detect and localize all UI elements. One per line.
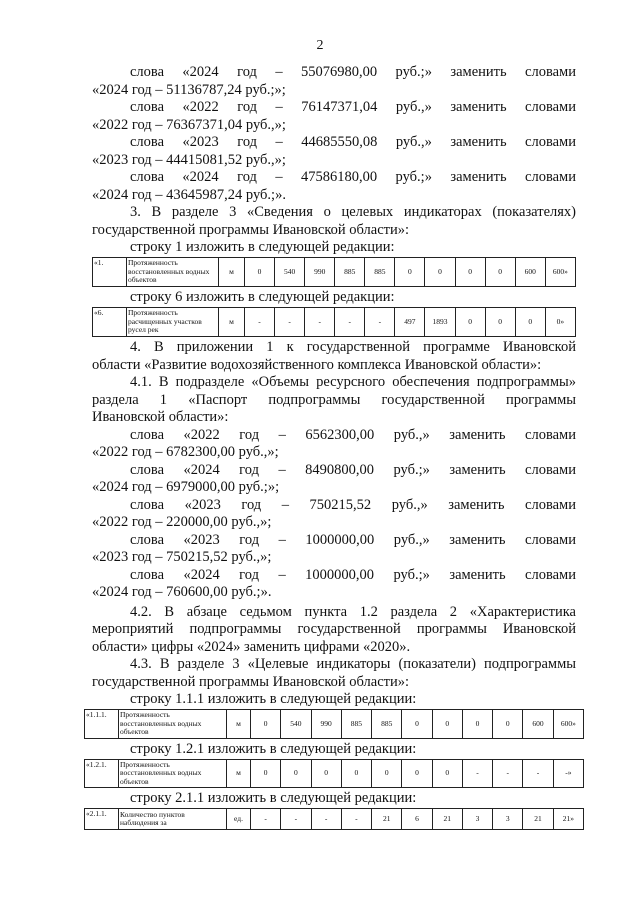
- unit-cell: м: [227, 759, 251, 788]
- value-cell: 0: [372, 759, 402, 788]
- row-2-1-1-label: строку 2.1.1 изложить в следующей редакции:: [130, 790, 417, 806]
- replacement-line: слова «2022 год – 6562300,00 руб.,» заменить словами: [130, 426, 576, 443]
- replacement-line: «2022 год – 76367371,04 руб.,»;: [92, 116, 286, 133]
- row-index: «1.1.1.: [85, 710, 119, 739]
- value-cell: -: [275, 308, 305, 337]
- indicator-table-row-1: [92, 257, 576, 287]
- replacement-line: «2024 год – 760600,00 руб.;».: [92, 584, 272, 600]
- unit-cell: ед.: [227, 809, 251, 830]
- indicator-table-row-1-1-1: [84, 709, 584, 739]
- value-cell: -: [245, 308, 275, 337]
- value-cell: 0: [485, 308, 515, 337]
- row-index: «6.: [93, 308, 127, 337]
- value-cell: 0: [515, 308, 545, 337]
- indicator-name: Количество пунктов наблюдения за: [119, 809, 227, 830]
- replacement-line: слова «2022 год – 76147371,04 руб.,» заменить словами: [130, 99, 576, 115]
- item-4-paragraph: 4. В приложении 1 к государственной программе Ивановской: [130, 339, 576, 355]
- item-4-paragraph-cont: области «Развитие водохозяйственного комплекса Ивановской области»:: [92, 356, 542, 373]
- row-1-label: строку 1 изложить в следующей редакции:: [130, 239, 395, 255]
- value-cell: 600: [523, 710, 553, 739]
- item-3-paragraph: 3. В разделе 3 «Сведения о целевых индикаторах (показателях): [130, 204, 576, 220]
- value-cell: 21»: [553, 809, 583, 830]
- indicator-name: Протяженность восстановленных водных объектов: [119, 759, 227, 788]
- value-cell: 0: [395, 258, 425, 287]
- item-4-2-paragraph-cont: мероприятий подпрограммы государственной программы Ивановской: [92, 621, 576, 637]
- indicator-table-row-2-1-1: [84, 808, 584, 830]
- value-cell: 0: [432, 759, 462, 788]
- value-cell: 885: [335, 258, 365, 287]
- value-cell: 0: [281, 759, 311, 788]
- value-cell: 497: [395, 308, 425, 337]
- replacement-block-2: [92, 427, 576, 602]
- unit-cell: м: [219, 308, 245, 337]
- value-cell: 885: [365, 258, 395, 287]
- replacement-line: слова «2024 год – 8490800,00 руб.;» заменить словами: [130, 461, 576, 478]
- replacement-line: «2023 год – 44415081,52 руб.,»;: [92, 151, 286, 168]
- replacement-line: «2023 год – 750215,52 руб.,»;: [92, 549, 272, 565]
- value-cell: 0: [245, 258, 275, 287]
- value-cell: 3: [493, 809, 523, 830]
- value-cell: 0: [402, 759, 432, 788]
- value-cell: -: [281, 809, 311, 830]
- value-cell: -: [305, 308, 335, 337]
- indicator-table-row-6: [92, 307, 576, 337]
- value-cell: 0: [402, 710, 432, 739]
- value-cell: -: [251, 809, 281, 830]
- value-cell: 0: [493, 710, 523, 739]
- row-index: «1.: [93, 258, 127, 287]
- value-cell: 21: [432, 809, 462, 830]
- unit-cell: м: [219, 258, 245, 287]
- replacement-line: слова «2023 год – 44685550,08 руб.,» заменить словами: [130, 134, 576, 150]
- row-1-2-1-label: строку 1.2.1 изложить в следующей редакции:: [130, 740, 417, 757]
- value-cell: 0»: [545, 308, 575, 337]
- replacement-line: «2022 год – 220000,00 руб.,»;: [92, 514, 272, 530]
- replacement-line: слова «2024 год – 47586180,00 руб.;» заменить словами: [130, 169, 576, 185]
- value-cell: 21: [523, 809, 553, 830]
- replacement-line: слова «2023 год – 1000000,00 руб.,» заменить словами: [130, 531, 576, 548]
- item-4-2-paragraph: 4.2. В абзаце седьмом пункта 1.2 раздела 2 «Характеристика: [130, 603, 576, 620]
- value-cell: 885: [372, 710, 402, 739]
- value-cell: 0: [311, 759, 341, 788]
- replacement-line: слова «2024 год – 55076980,00 руб.;» заменить словами: [130, 64, 576, 80]
- item-4-2-paragraph-end: области» цифры «2024» заменить цифрами «2020».: [92, 638, 411, 655]
- value-cell: 600»: [553, 710, 583, 739]
- value-cell: 990: [305, 258, 335, 287]
- row-index: «2.1.1.: [85, 809, 119, 830]
- value-cell: -: [462, 759, 492, 788]
- value-cell: -: [365, 308, 395, 337]
- indicator-name: Протяженность восстановленных водных объектов: [127, 258, 219, 287]
- item-4-1-paragraph: 4.1. В подразделе «Объемы ресурсного обеспечения подпрограммы»: [130, 374, 576, 390]
- indicator-name: Протяженность восстановленных водных объектов: [119, 710, 227, 739]
- item-4-1-paragraph-end: Ивановской области»:: [92, 409, 229, 425]
- value-cell: -: [523, 759, 553, 788]
- replacement-line: слова «2023 год – 750215,52 руб.,» заменить словами: [130, 496, 576, 513]
- value-cell: -: [335, 308, 365, 337]
- replacement-block-1: [92, 64, 576, 204]
- indicator-table-row-1-2-1: [84, 759, 584, 789]
- page-number: 2: [316, 38, 324, 53]
- document-body: [86, 64, 576, 832]
- row-1-1-1-label: строку 1.1.1 изложить в следующей редакции:: [130, 691, 417, 707]
- unit-cell: м: [227, 710, 251, 739]
- value-cell: 0: [251, 710, 281, 739]
- value-cell: -: [311, 809, 341, 830]
- value-cell: 600»: [545, 258, 575, 287]
- table-row: [93, 308, 576, 337]
- table-row: [93, 258, 576, 287]
- item-4-3-paragraph: 4.3. В разделе 3 «Целевые индикаторы (показатели) подпрограммы: [130, 656, 576, 672]
- replacement-line: слова «2024 год – 1000000,00 руб.;» заменить словами: [130, 566, 576, 583]
- value-cell: 0: [462, 710, 492, 739]
- value-cell: 0: [341, 759, 371, 788]
- value-cell: 990: [311, 710, 341, 739]
- table-row: [85, 759, 584, 788]
- value-cell: -: [493, 759, 523, 788]
- row-index: «1.2.1.: [85, 759, 119, 788]
- value-cell: 885: [341, 710, 371, 739]
- value-cell: 21: [372, 809, 402, 830]
- value-cell: 0: [455, 258, 485, 287]
- replacement-line: «2022 год – 6782300,00 руб.,»;: [92, 444, 279, 460]
- replacement-line: «2024 год – 6979000,00 руб.;»;: [92, 479, 280, 495]
- value-cell: 0: [455, 308, 485, 337]
- item-4-1-paragraph-cont: раздела 1 «Паспорт подпрограммы государственной программы: [92, 391, 576, 408]
- value-cell: 1893: [425, 308, 455, 337]
- value-cell: 0: [432, 710, 462, 739]
- value-cell: 0: [425, 258, 455, 287]
- value-cell: -: [341, 809, 371, 830]
- value-cell: 6: [402, 809, 432, 830]
- value-cell: 600: [515, 258, 545, 287]
- value-cell: 540: [275, 258, 305, 287]
- value-cell: 0: [251, 759, 281, 788]
- value-cell: 540: [281, 710, 311, 739]
- item-4-3-paragraph-cont: государственной программы Ивановской области»:: [92, 673, 410, 690]
- value-cell: 0: [485, 258, 515, 287]
- row-6-label: строку 6 изложить в следующей редакции:: [130, 289, 395, 305]
- table-row: [85, 710, 584, 739]
- indicator-name: Протяженность расчищенных участков русел рек: [127, 308, 219, 337]
- item-3-paragraph-cont: государственной программы Ивановской области»:: [92, 221, 410, 238]
- value-cell: -»: [553, 759, 583, 788]
- table-row: [85, 809, 584, 830]
- replacement-line: «2024 год – 43645987,24 руб.;».: [92, 186, 286, 203]
- value-cell: 3: [462, 809, 492, 830]
- replacement-line: «2024 год – 51136787,24 руб.;»;: [92, 81, 286, 98]
